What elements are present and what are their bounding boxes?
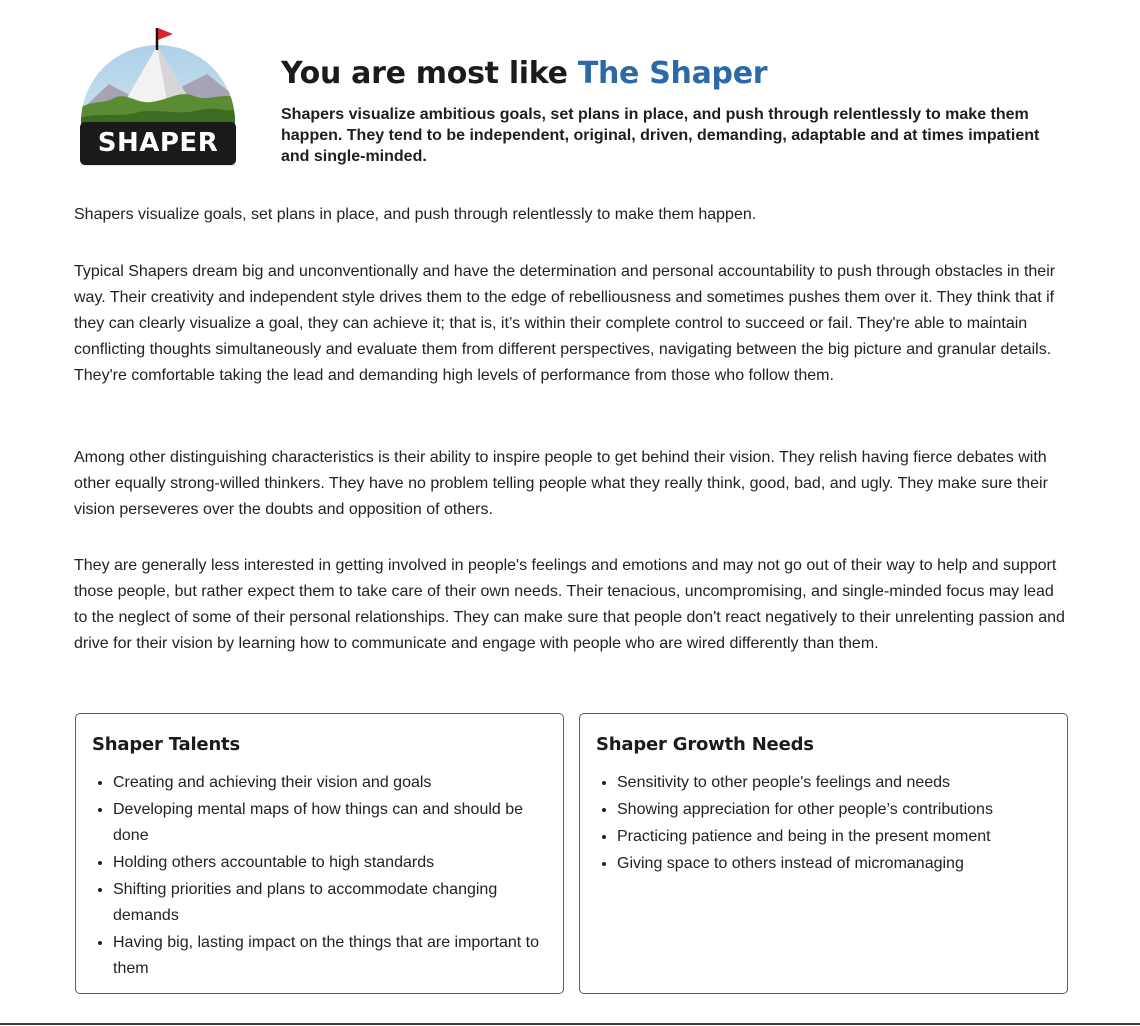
growth-list — [596, 769, 1051, 877]
list-item: • Showing appreciation for other people’s contributions — [617, 796, 1051, 823]
intro-paragraph: Shapers visualize goals, set plans in place, and push through relentlessly to make them happen. — [74, 206, 757, 223]
talents-title: Shaper Talents — [92, 734, 240, 755]
paragraph-2: Among other distinguishing characteristics is their ability to inspire people to get behind their vision. They relish having fierce debates with other equally strong-willed thinkers. They have no problem telling people what they really think, good, bad, and ugly. They make sure their vision perseveres over the doubts and opposition of others. — [74, 449, 1048, 518]
list-item: • Developing mental maps of how things can and should be done — [113, 796, 547, 849]
growth-needs-box — [579, 713, 1068, 994]
shaper-badge-logo — [79, 26, 237, 166]
bottom-divider — [0, 1023, 1140, 1025]
header — [281, 52, 1081, 167]
paragraph-3: They are generally less interested in getting involved in people's feelings and emotions and may not go out of their way to help and support those people, but rather expect them to take care of their own needs. Their tenacious, uncompromising, and single-minded focus may lead to the neglect of some of their personal relationships. They can make sure that people don't react negatively to their unrelenting passion and drive for their vision by learning how to communicate and engage with people who are wired differently than them. — [74, 557, 1065, 652]
list-item: • Giving space to others instead of micromanaging — [617, 850, 1051, 877]
list-item: • Having big, lasting impact on the things that are important to them — [113, 929, 547, 982]
talents-list — [92, 769, 547, 982]
title-accent: The Shaper — [577, 56, 768, 91]
summary-text: Shapers visualize ambitious goals, set plans in place, and push through relentlessly to make them happen. They tend to be independent, original, driven, demanding, adaptable and at times impatient and single-minded. — [281, 106, 1040, 165]
paragraph-1: Typical Shapers dream big and unconventionally and have the determination and personal accountability to push through obstacles in their way. Their creativity and independent style drives them to the edge of rebelliousness and sometimes pushes them over it. They think that if they can clearly visualize a goal, they can achieve it; that is, it’s within their complete control to succeed or fail. They're able to maintain conflicting thoughts simultaneously and evaluate them from different perspectives, navigating between the big picture and granular details. They're comfortable taking the lead and demanding high levels of performance from those who follow them. — [74, 263, 1056, 384]
talents-box — [75, 713, 564, 994]
list-item: • Sensitivity to other people's feelings and needs — [617, 769, 1051, 796]
list-item: • Shifting priorities and plans to accommodate changing demands — [113, 876, 547, 929]
page-title — [281, 52, 1081, 96]
list-item: • Practicing patience and being in the present moment — [617, 823, 1051, 850]
growth-title: Shaper Growth Needs — [596, 734, 814, 755]
badge-label: SHAPER — [97, 128, 219, 158]
title-prefix: You are most like — [281, 56, 578, 91]
list-item: • Holding others accountable to high standards — [113, 849, 547, 876]
list-item: • Creating and achieving their vision and goals — [113, 769, 547, 796]
